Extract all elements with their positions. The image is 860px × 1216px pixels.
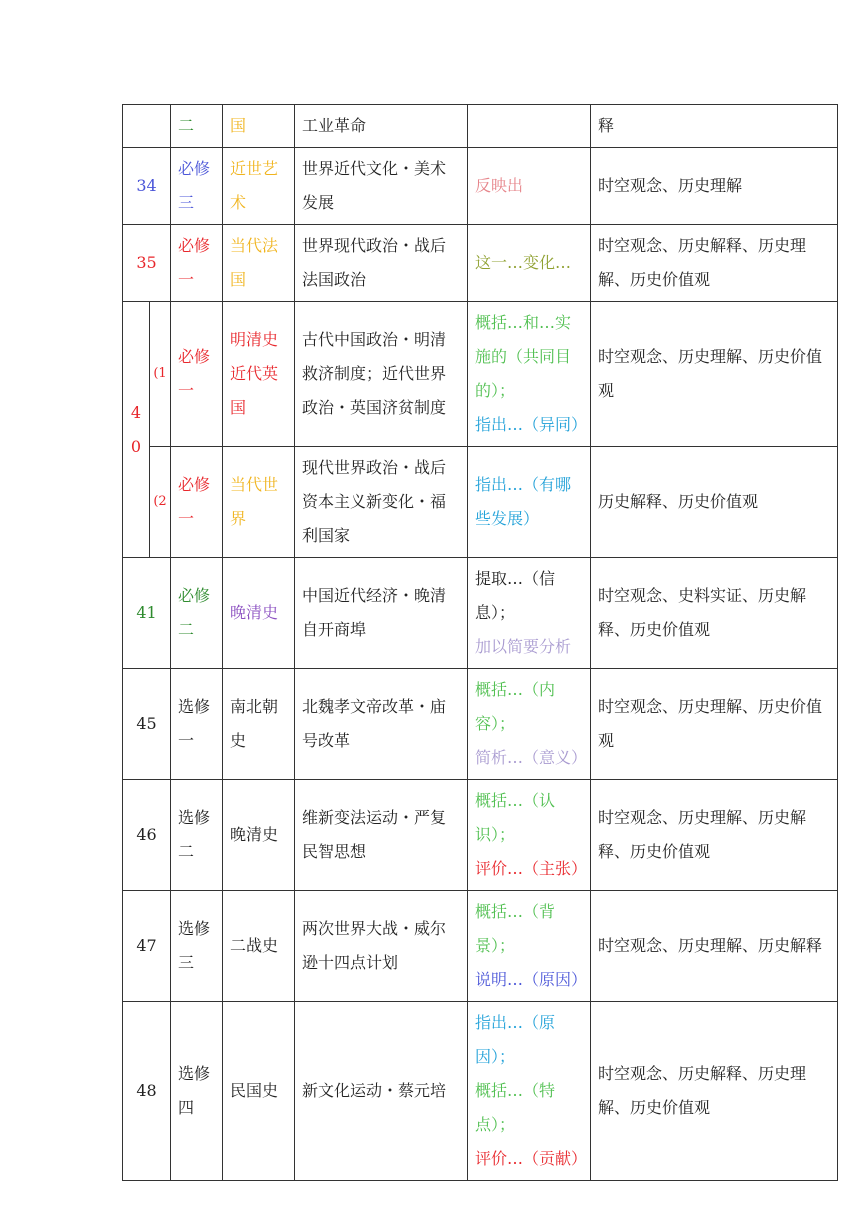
topic-cell: 二战史 [223,891,295,1002]
literacy-cell: 时空观念、历史理解 [591,148,838,225]
literacy-cell: 时空观念、历史理解、历史价值观 [591,302,838,447]
table-row [123,669,838,780]
table-row [123,105,838,148]
question-number-cell: 40 [123,302,150,558]
module-cell: 选修二 [171,780,223,891]
literacy-cell: 释 [591,105,838,148]
verb-cell: 反映出 [468,148,591,225]
sub-question-cell: (2 [150,447,171,558]
verb-cell: 这一…变化… [468,225,591,302]
question-number-cell: 45 [123,669,171,780]
module-cell: 选修三 [171,891,223,1002]
verb-cell [468,558,591,669]
verb-line: 说明…（原因） [475,970,588,989]
verb-line: 概括…和…实施的（共同目的）； [475,313,572,400]
verb-line: 提取…（信息）； [475,569,556,622]
table-row [123,558,838,669]
module-cell: 必修一 [171,225,223,302]
question-number-cell: 48 [123,1002,171,1181]
question-number-cell: 46 [123,780,171,891]
table-row [123,148,838,225]
content-cell: 工业革命 [295,105,468,148]
verb-line: 加以简要分析 [475,637,572,656]
verb-line: 概括…（内容）； [475,680,556,733]
exam-analysis-table [122,104,838,1181]
verb-cell [468,302,591,447]
module-cell: 必修一 [171,447,223,558]
question-number-cell: 41 [123,558,171,669]
verb-cell [468,1002,591,1181]
module-cell: 必修一 [171,302,223,447]
topic-text: 明清史近代英国 [230,330,279,417]
sub-question-cell: (1 [150,302,171,447]
verb-line: 评价…（主张） [475,859,588,878]
verb-line: 评价…（贡献） [475,1149,588,1168]
content-cell: 世界近代文化・美术发展 [295,148,468,225]
verb-line: 简析…（意义） [475,748,588,767]
literacy-cell: 时空观念、历史理解、历史解释 [591,891,838,1002]
topic-cell: 近世艺术 [223,148,295,225]
topic-cell: 晚清史 [223,558,295,669]
table-row [123,302,838,447]
topic-cell [223,302,295,447]
verb-line: 概括…（特点）； [475,1081,556,1134]
content-cell: 新文化运动・蔡元培 [295,1002,468,1181]
topic-cell: 当代世界 [223,447,295,558]
verb-line: 概括…（背景）； [475,902,556,955]
question-number-cell: 35 [123,225,171,302]
table-row [123,780,838,891]
verb-cell [468,891,591,1002]
content-cell: 两次世界大战・威尔逊十四点计划 [295,891,468,1002]
content-cell: 维新变法运动・严复民智思想 [295,780,468,891]
literacy-cell: 时空观念、历史解释、历史理解、历史价值观 [591,225,838,302]
content-cell: 现代世界政治・战后资本主义新变化・福利国家 [295,447,468,558]
literacy-cell: 时空观念、历史解释、历史理解、历史价值观 [591,1002,838,1181]
table-row [123,447,838,558]
verb-line: 指出…（原因）； [475,1013,556,1066]
literacy-cell: 时空观念、历史理解、历史价值观 [591,669,838,780]
verb-cell [468,780,591,891]
module-cell: 二 [171,105,223,148]
topic-cell: 晚清史 [223,780,295,891]
module-cell: 选修四 [171,1002,223,1181]
verb-cell [468,105,591,148]
topic-cell: 当代法国 [223,225,295,302]
question-number-cell: 34 [123,148,171,225]
table-row [123,1002,838,1181]
verb-line: 指出…（异同） [475,415,588,434]
literacy-cell: 时空观念、史料实证、历史解释、历史价值观 [591,558,838,669]
literacy-cell: 时空观念、历史理解、历史解释、历史价值观 [591,780,838,891]
literacy-cell: 历史解释、历史价值观 [591,447,838,558]
question-number-cell [123,105,171,148]
topic-cell: 南北朝史 [223,669,295,780]
verb-cell [468,669,591,780]
content-cell: 中国近代经济・晚清自开商埠 [295,558,468,669]
module-cell: 必修二 [171,558,223,669]
verb-line: 概括…（认识）； [475,791,556,844]
module-cell: 选修一 [171,669,223,780]
topic-cell: 国 [223,105,295,148]
module-cell: 必修三 [171,148,223,225]
verb-cell: 指出…（有哪些发展） [468,447,591,558]
table-row [123,891,838,1002]
topic-cell: 民国史 [223,1002,295,1181]
content-cell: 北魏孝文帝改革・庙号改革 [295,669,468,780]
content-cell: 世界现代政治・战后法国政治 [295,225,468,302]
table-row [123,225,838,302]
question-number-cell: 47 [123,891,171,1002]
content-cell: 古代中国政治・明清救济制度；近代世界政治・英国济贫制度 [295,302,468,447]
